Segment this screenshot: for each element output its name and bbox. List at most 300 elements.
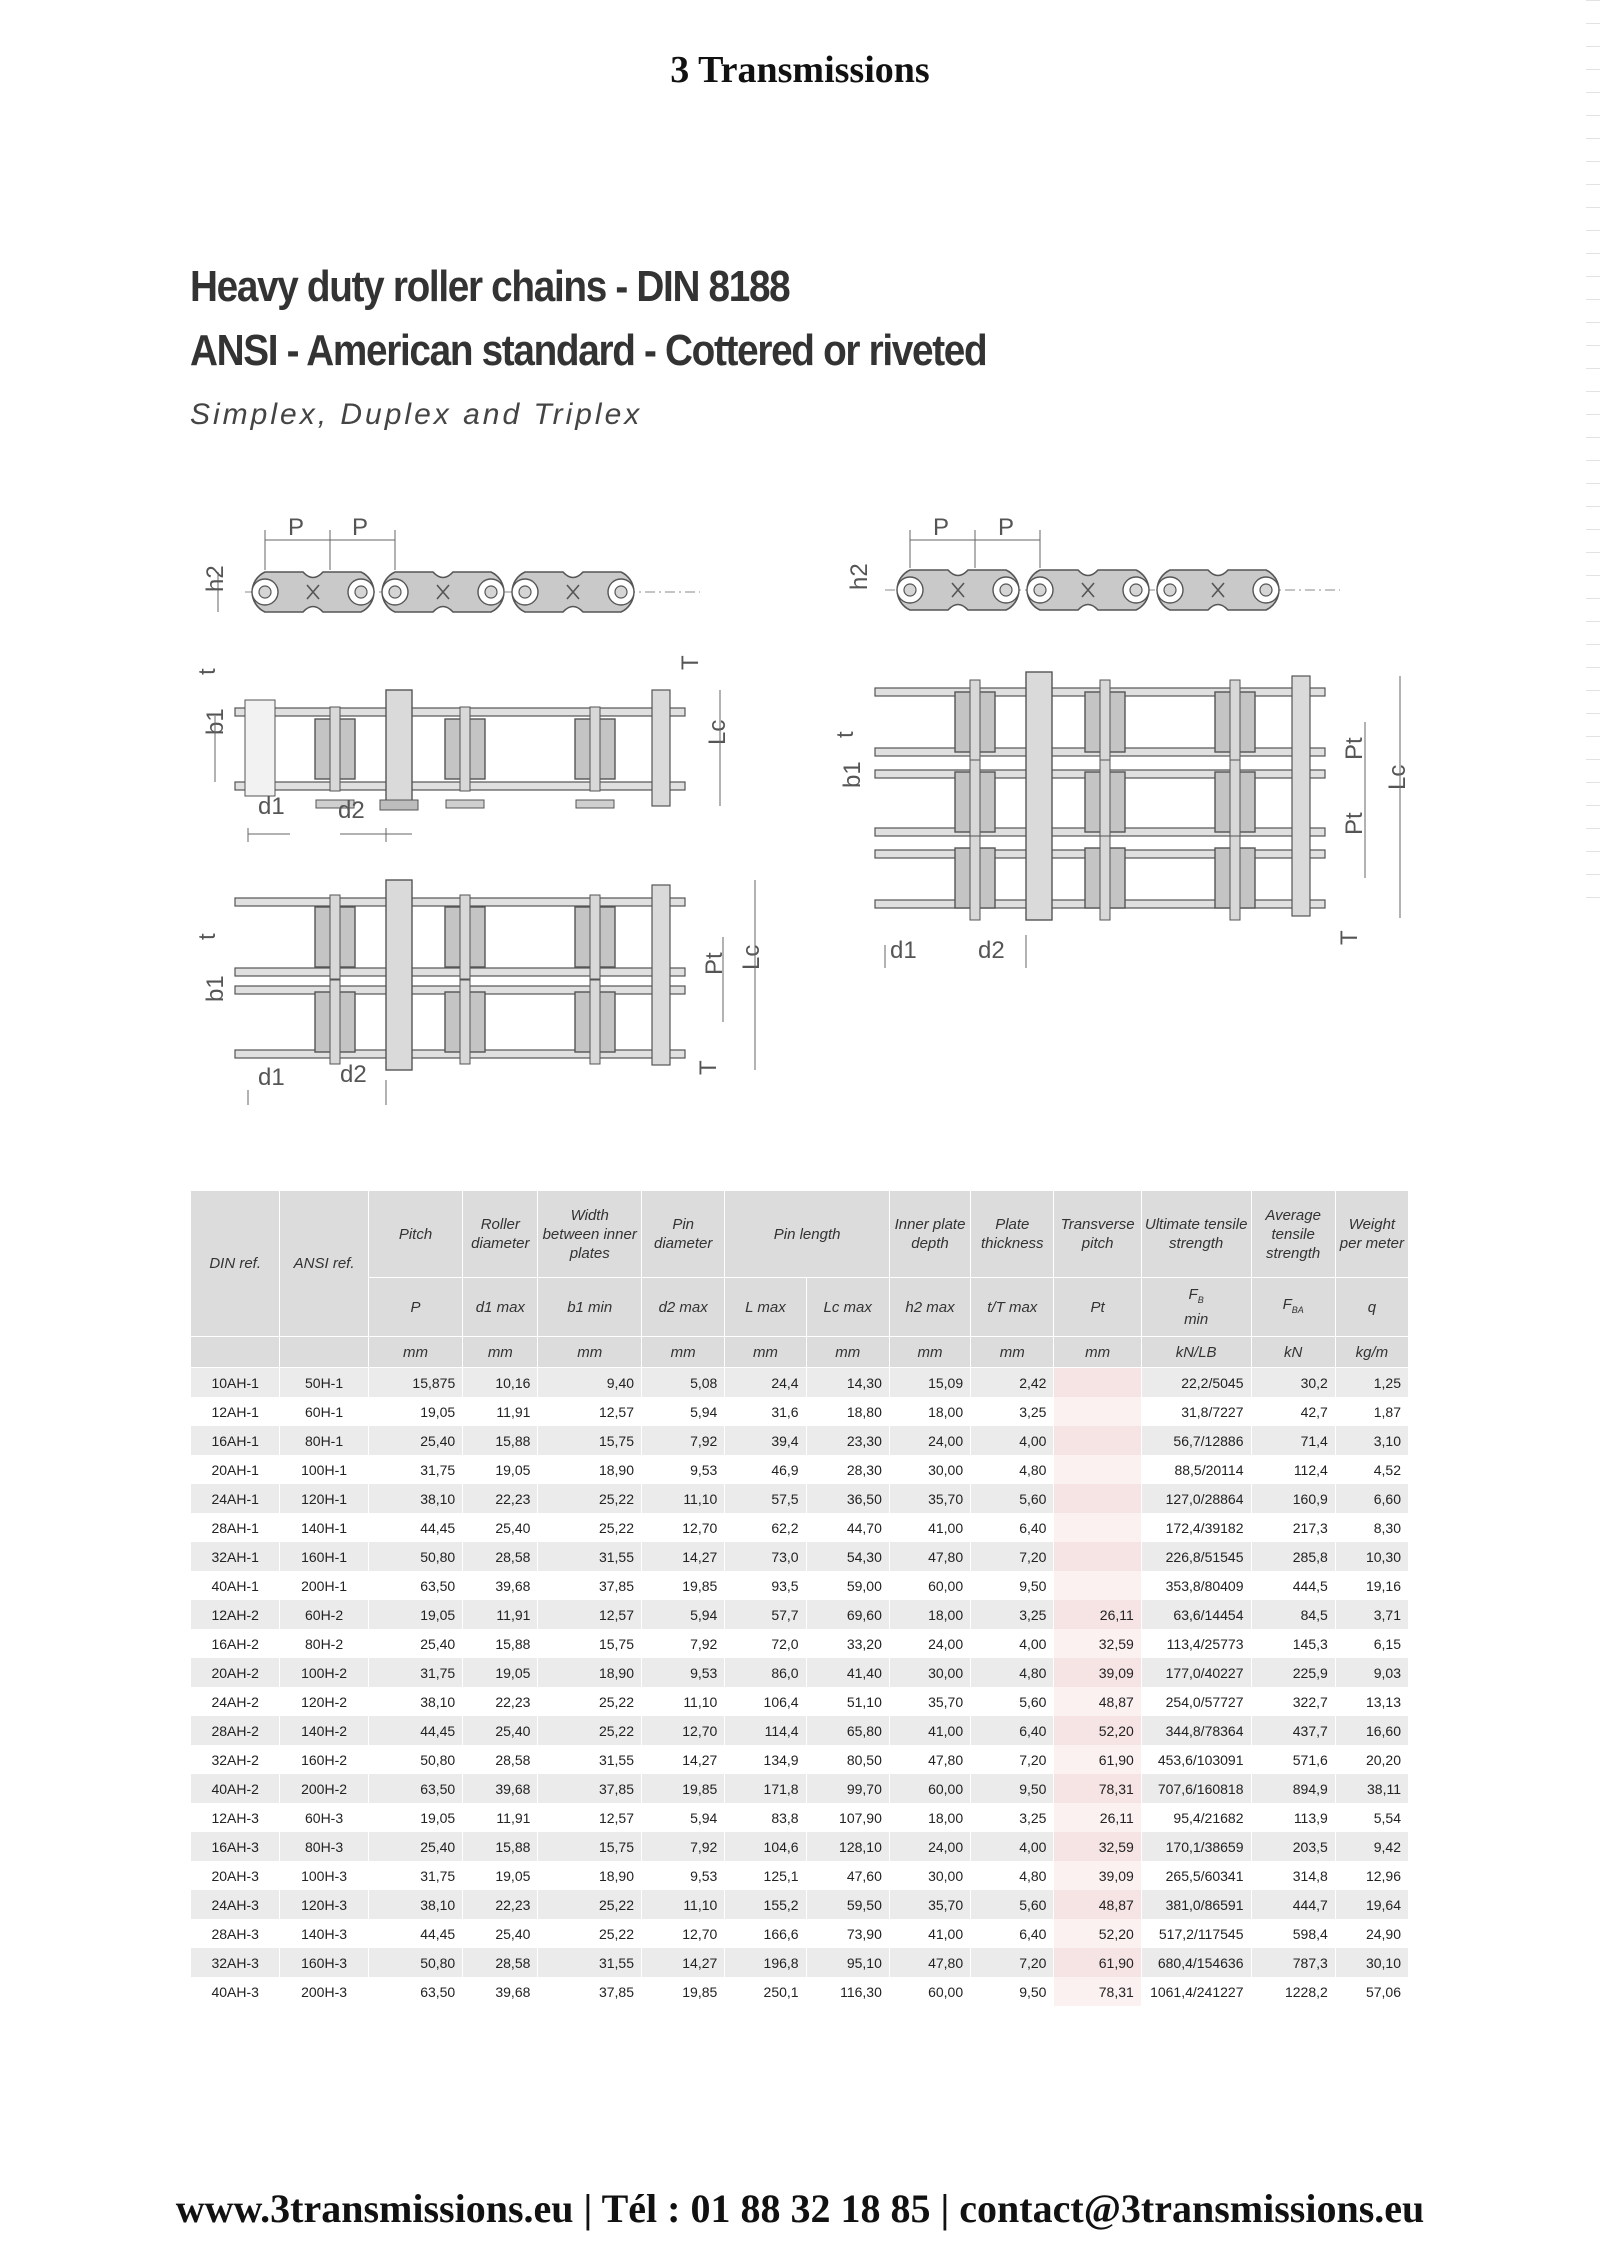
table-cell: 95,4/21682 xyxy=(1141,1803,1251,1832)
col-header-plate-thickness: Plate thickness xyxy=(971,1191,1054,1278)
table-cell: 86,0 xyxy=(725,1658,806,1687)
table-cell: 38,10 xyxy=(368,1890,462,1919)
table-cell: 35,70 xyxy=(889,1687,970,1716)
table-cell: 2,42 xyxy=(971,1368,1054,1398)
table-cell: 7,92 xyxy=(642,1426,725,1455)
duplex-top-view xyxy=(194,880,765,1105)
table-cell: 28,30 xyxy=(806,1455,889,1484)
table-cell: 25,22 xyxy=(538,1687,642,1716)
table-cell: 314,8 xyxy=(1251,1861,1335,1890)
table-cell: 26,11 xyxy=(1054,1600,1141,1629)
table-cell: 160H-3 xyxy=(280,1948,368,1977)
table-cell: 50,80 xyxy=(368,1542,462,1571)
table-cell: 25,22 xyxy=(538,1716,642,1745)
table-row xyxy=(191,1455,1409,1484)
table-cell: 5,94 xyxy=(642,1600,725,1629)
table-cell: 24AH-1 xyxy=(191,1484,280,1513)
svg-text:P: P xyxy=(998,514,1015,541)
table-cell: 18,00 xyxy=(889,1397,970,1426)
table-cell: 38,11 xyxy=(1335,1774,1408,1803)
table-cell: 80H-3 xyxy=(280,1832,368,1861)
table-cell: 127,0/28864 xyxy=(1141,1484,1251,1513)
table-cell: 31,55 xyxy=(538,1745,642,1774)
table-cell: 35,70 xyxy=(889,1890,970,1919)
table-cell: 15,88 xyxy=(463,1832,538,1861)
svg-text:h2: h2 xyxy=(202,565,229,592)
table-row xyxy=(191,1716,1409,1745)
table-cell: 517,2/117545 xyxy=(1141,1919,1251,1948)
table-header-names xyxy=(191,1191,1409,1278)
table-cell: 19,05 xyxy=(368,1803,462,1832)
table-cell: 12,70 xyxy=(642,1513,725,1542)
table-row xyxy=(191,1774,1409,1803)
table-cell: 598,4 xyxy=(1251,1919,1335,1948)
table-cell: 18,00 xyxy=(889,1803,970,1832)
symbol-d1: d1 max xyxy=(463,1278,538,1337)
table-cell: 39,68 xyxy=(463,1774,538,1803)
table-cell: 18,00 xyxy=(889,1600,970,1629)
svg-text:d1: d1 xyxy=(890,937,917,964)
table-cell: 30,00 xyxy=(889,1861,970,1890)
table-cell: 200H-1 xyxy=(280,1571,368,1600)
table-cell: 12,70 xyxy=(642,1716,725,1745)
table-cell: 217,3 xyxy=(1251,1513,1335,1542)
svg-text:P: P xyxy=(352,514,369,541)
table-cell: 20AH-1 xyxy=(191,1455,280,1484)
table-cell: 35,70 xyxy=(889,1484,970,1513)
duplex-side-view xyxy=(846,514,1340,610)
table-cell xyxy=(1054,1426,1141,1455)
table-cell: 15,75 xyxy=(538,1629,642,1658)
table-cell: 4,80 xyxy=(971,1658,1054,1687)
table-cell: 60,00 xyxy=(889,1571,970,1600)
table-cell: 9,53 xyxy=(642,1861,725,1890)
svg-text:h2: h2 xyxy=(846,563,873,590)
table-cell: 15,75 xyxy=(538,1426,642,1455)
table-cell: 107,90 xyxy=(806,1803,889,1832)
table-cell: 24,00 xyxy=(889,1629,970,1658)
table-cell: 15,75 xyxy=(538,1832,642,1861)
table-cell: 19,05 xyxy=(463,1861,538,1890)
table-cell: 56,7/12886 xyxy=(1141,1426,1251,1455)
simplex-side-view xyxy=(202,514,700,612)
table-cell: 40AH-1 xyxy=(191,1571,280,1600)
table-cell: 52,20 xyxy=(1054,1716,1141,1745)
table-cell: 38,10 xyxy=(368,1687,462,1716)
table-cell: 73,90 xyxy=(806,1919,889,1948)
col-header-transverse-pitch: Transverse pitch xyxy=(1054,1191,1141,1278)
table-cell: 16AH-2 xyxy=(191,1629,280,1658)
table-cell: 12,70 xyxy=(642,1919,725,1948)
table-row xyxy=(191,1397,1409,1426)
table-row xyxy=(191,1861,1409,1890)
table-cell: 894,9 xyxy=(1251,1774,1335,1803)
table-cell: 170,1/38659 xyxy=(1141,1832,1251,1861)
table-cell: 32AH-2 xyxy=(191,1745,280,1774)
table-cell: 25,22 xyxy=(538,1484,642,1513)
table-cell: 18,80 xyxy=(806,1397,889,1426)
svg-text:T: T xyxy=(695,1060,722,1075)
symbol-lc: Lc max xyxy=(806,1278,889,1337)
table-cell: 39,4 xyxy=(725,1426,806,1455)
col-header-ansi-ref: ANSI ref. xyxy=(280,1191,368,1337)
table-cell: 166,6 xyxy=(725,1919,806,1948)
roller-chain-spec-table xyxy=(190,1190,1409,2006)
table-cell xyxy=(1054,1455,1141,1484)
table-cell: 18,90 xyxy=(538,1658,642,1687)
table-cell: 707,6/160818 xyxy=(1141,1774,1251,1803)
table-cell: 36,50 xyxy=(806,1484,889,1513)
table-cell: 24AH-2 xyxy=(191,1687,280,1716)
table-cell: 33,20 xyxy=(806,1629,889,1658)
table-cell: 31,8/7227 xyxy=(1141,1397,1251,1426)
table-cell xyxy=(1054,1397,1141,1426)
table-cell xyxy=(1054,1571,1141,1600)
unit-cell: mm xyxy=(463,1337,538,1368)
table-cell: 72,0 xyxy=(725,1629,806,1658)
table-cell: 37,85 xyxy=(538,1774,642,1803)
col-header-weight-per-meter: Weight per meter xyxy=(1335,1191,1408,1278)
symbol-p: P xyxy=(368,1278,462,1337)
table-cell: 265,5/60341 xyxy=(1141,1861,1251,1890)
page-title-line1: Heavy duty roller chains - DIN 8188 xyxy=(190,262,790,311)
table-row xyxy=(191,1890,1409,1919)
table-row xyxy=(191,1571,1409,1600)
table-cell: 453,6/103091 xyxy=(1141,1745,1251,1774)
unit-cell: kN/LB xyxy=(1141,1337,1251,1368)
table-cell: 254,0/57727 xyxy=(1141,1687,1251,1716)
table-cell: 41,40 xyxy=(806,1658,889,1687)
table-cell: 16AH-3 xyxy=(191,1832,280,1861)
table-cell: 25,40 xyxy=(463,1513,538,1542)
table-cell: 140H-1 xyxy=(280,1513,368,1542)
table-cell: 120H-3 xyxy=(280,1890,368,1919)
table-cell: 63,50 xyxy=(368,1571,462,1600)
table-cell: 14,27 xyxy=(642,1948,725,1977)
table-cell: 12,57 xyxy=(538,1397,642,1426)
table-cell: 40AH-2 xyxy=(191,1774,280,1803)
table-cell: 6,40 xyxy=(971,1919,1054,1948)
svg-text:Lc: Lc xyxy=(1384,764,1411,790)
table-header-symbols xyxy=(191,1278,1409,1337)
table-cell: 15,88 xyxy=(463,1629,538,1658)
table-cell: 9,50 xyxy=(971,1571,1054,1600)
table-cell: 100H-1 xyxy=(280,1455,368,1484)
table-cell: 31,55 xyxy=(538,1542,642,1571)
table-cell: 113,4/25773 xyxy=(1141,1629,1251,1658)
table-cell: 22,23 xyxy=(463,1890,538,1919)
table-row xyxy=(191,1629,1409,1658)
table-cell: 28AH-2 xyxy=(191,1716,280,1745)
svg-text:t: t xyxy=(194,668,221,675)
table-cell: 6,15 xyxy=(1335,1629,1408,1658)
table-cell: 9,50 xyxy=(971,1977,1054,2006)
table-cell: 25,22 xyxy=(538,1513,642,1542)
table-cell: 9,53 xyxy=(642,1455,725,1484)
table-cell: 381,0/86591 xyxy=(1141,1890,1251,1919)
table-cell: 128,10 xyxy=(806,1832,889,1861)
table-cell: 24,4 xyxy=(725,1368,806,1398)
table-cell: 444,5 xyxy=(1251,1571,1335,1600)
table-cell: 106,4 xyxy=(725,1687,806,1716)
table-cell: 171,8 xyxy=(725,1774,806,1803)
table-cell: 78,31 xyxy=(1054,1774,1141,1803)
unit-cell: mm xyxy=(889,1337,970,1368)
table-cell: 28AH-1 xyxy=(191,1513,280,1542)
table-cell: 172,4/39182 xyxy=(1141,1513,1251,1542)
table-cell: 100H-2 xyxy=(280,1658,368,1687)
symbol-pt: Pt xyxy=(1054,1278,1141,1337)
table-cell: 18,90 xyxy=(538,1455,642,1484)
table-row xyxy=(191,1542,1409,1571)
symbol-t: t/T max xyxy=(971,1278,1054,1337)
table-cell: 25,40 xyxy=(368,1832,462,1861)
table-cell xyxy=(1054,1513,1141,1542)
table-row xyxy=(191,1745,1409,1774)
table-cell: 22,23 xyxy=(463,1687,538,1716)
table-cell: 31,75 xyxy=(368,1455,462,1484)
table-cell: 47,60 xyxy=(806,1861,889,1890)
table-cell: 31,6 xyxy=(725,1397,806,1426)
unit-cell: mm xyxy=(725,1337,806,1368)
table-cell: 353,8/80409 xyxy=(1141,1571,1251,1600)
table-cell: 28AH-3 xyxy=(191,1919,280,1948)
table-cell: 47,80 xyxy=(889,1948,970,1977)
table-cell: 41,00 xyxy=(889,1513,970,1542)
symbol-h2: h2 max xyxy=(889,1278,970,1337)
table-cell: 61,90 xyxy=(1054,1745,1141,1774)
table-cell: 95,10 xyxy=(806,1948,889,1977)
svg-text:Lc: Lc xyxy=(704,719,731,745)
table-cell: 8,30 xyxy=(1335,1513,1408,1542)
table-cell: 93,5 xyxy=(725,1571,806,1600)
table-cell: 16,60 xyxy=(1335,1716,1408,1745)
table-cell: 116,30 xyxy=(806,1977,889,2006)
table-cell: 32AH-3 xyxy=(191,1948,280,1977)
table-cell: 30,00 xyxy=(889,1455,970,1484)
table-cell: 88,5/20114 xyxy=(1141,1455,1251,1484)
table-cell: 7,20 xyxy=(971,1948,1054,1977)
table-cell: 39,09 xyxy=(1054,1658,1141,1687)
table-cell: 54,30 xyxy=(806,1542,889,1571)
svg-text:b1: b1 xyxy=(839,761,866,788)
table-cell: 12AH-1 xyxy=(191,1397,280,1426)
table-cell: 32,59 xyxy=(1054,1832,1141,1861)
table-cell: 50H-1 xyxy=(280,1368,368,1398)
table-cell: 14,27 xyxy=(642,1542,725,1571)
table-cell: 787,3 xyxy=(1251,1948,1335,1977)
table-row xyxy=(191,1600,1409,1629)
symbol-l: L max xyxy=(725,1278,806,1337)
table-cell: 99,70 xyxy=(806,1774,889,1803)
table-cell: 4,52 xyxy=(1335,1455,1408,1484)
table-cell: 20,20 xyxy=(1335,1745,1408,1774)
table-cell: 160,9 xyxy=(1251,1484,1335,1513)
table-cell: 1,87 xyxy=(1335,1397,1408,1426)
table-cell: 250,1 xyxy=(725,1977,806,2006)
table-cell: 7,92 xyxy=(642,1832,725,1861)
svg-text:P: P xyxy=(933,514,950,541)
table-cell: 11,10 xyxy=(642,1890,725,1919)
table-cell: 63,6/14454 xyxy=(1141,1600,1251,1629)
table-cell xyxy=(1054,1484,1141,1513)
table-cell: 80H-2 xyxy=(280,1629,368,1658)
table-cell: 15,875 xyxy=(368,1368,462,1398)
table-cell: 32AH-1 xyxy=(191,1542,280,1571)
table-cell: 38,10 xyxy=(368,1484,462,1513)
table-cell: 3,25 xyxy=(971,1803,1054,1832)
table-cell: 6,40 xyxy=(971,1716,1054,1745)
table-cell: 134,9 xyxy=(725,1745,806,1774)
table-cell: 12,57 xyxy=(538,1803,642,1832)
table-cell: 13,13 xyxy=(1335,1687,1408,1716)
table-row xyxy=(191,1832,1409,1861)
table-cell: 22,23 xyxy=(463,1484,538,1513)
unit-blank-ansi xyxy=(280,1337,368,1368)
table-cell: 28,58 xyxy=(463,1948,538,1977)
svg-text:b1: b1 xyxy=(202,975,229,1002)
table-row xyxy=(191,1658,1409,1687)
table-row xyxy=(191,1803,1409,1832)
table-cell: 113,9 xyxy=(1251,1803,1335,1832)
table-cell: 52,20 xyxy=(1054,1919,1141,1948)
table-cell: 3,25 xyxy=(971,1600,1054,1629)
unit-cell: kg/m xyxy=(1335,1337,1408,1368)
table-cell: 100H-3 xyxy=(280,1861,368,1890)
svg-text:Lc: Lc xyxy=(738,944,765,970)
table-cell: 40AH-3 xyxy=(191,1977,280,2006)
table-cell: 10AH-1 xyxy=(191,1368,280,1398)
table-cell: 4,80 xyxy=(971,1861,1054,1890)
col-header-inner-plate-depth: Inner plate depth xyxy=(889,1191,970,1278)
table-cell: 15,88 xyxy=(463,1426,538,1455)
table-cell: 3,71 xyxy=(1335,1600,1408,1629)
table-cell: 39,68 xyxy=(463,1571,538,1600)
svg-text:d2: d2 xyxy=(978,937,1005,964)
table-cell: 63,50 xyxy=(368,1774,462,1803)
table-cell: 25,40 xyxy=(463,1716,538,1745)
svg-text:P: P xyxy=(288,514,305,541)
table-cell: 78,31 xyxy=(1054,1977,1141,2006)
table-cell: 3,10 xyxy=(1335,1426,1408,1455)
symbol-b1: b1 min xyxy=(538,1278,642,1337)
unit-cell: mm xyxy=(806,1337,889,1368)
table-cell: 47,80 xyxy=(889,1745,970,1774)
table-cell: 14,30 xyxy=(806,1368,889,1398)
table-cell: 680,4/154636 xyxy=(1141,1948,1251,1977)
table-cell: 24AH-3 xyxy=(191,1890,280,1919)
table-cell: 48,87 xyxy=(1054,1890,1141,1919)
unit-cell: mm xyxy=(1054,1337,1141,1368)
table-cell: 16AH-1 xyxy=(191,1426,280,1455)
table-cell: 1061,4/241227 xyxy=(1141,1977,1251,2006)
table-cell: 140H-2 xyxy=(280,1716,368,1745)
table-cell: 5,94 xyxy=(642,1803,725,1832)
chain-technical-drawings xyxy=(0,480,1600,1120)
table-cell: 57,5 xyxy=(725,1484,806,1513)
table-cell: 24,90 xyxy=(1335,1919,1408,1948)
unit-cell: mm xyxy=(971,1337,1054,1368)
table-cell: 50,80 xyxy=(368,1948,462,1977)
table-cell: 32,59 xyxy=(1054,1629,1141,1658)
svg-text:t: t xyxy=(194,933,221,940)
table-cell: 62,2 xyxy=(725,1513,806,1542)
svg-text:t: t xyxy=(832,731,859,738)
table-cell: 37,85 xyxy=(538,1977,642,2006)
triplex-top-view xyxy=(832,672,1411,968)
table-cell: 5,60 xyxy=(971,1687,1054,1716)
svg-text:Pt: Pt xyxy=(1341,737,1368,760)
table-cell: 46,9 xyxy=(725,1455,806,1484)
symbol-q: q xyxy=(1335,1278,1408,1337)
table-cell: 322,7 xyxy=(1251,1687,1335,1716)
table-cell: 63,50 xyxy=(368,1977,462,2006)
table-row xyxy=(191,1484,1409,1513)
unit-cell: mm xyxy=(368,1337,462,1368)
svg-text:b1: b1 xyxy=(202,708,229,735)
symbol-fb: $F_B$ min xyxy=(1141,1278,1251,1337)
table-cell: 24,00 xyxy=(889,1832,970,1861)
table-cell: 28,58 xyxy=(463,1745,538,1774)
table-cell: 14,27 xyxy=(642,1745,725,1774)
table-cell: 15,09 xyxy=(889,1368,970,1398)
table-cell: 104,6 xyxy=(725,1832,806,1861)
table-cell: 19,05 xyxy=(463,1658,538,1687)
symbol-fba: $F_{BA}$ xyxy=(1251,1278,1335,1337)
table-cell: 5,60 xyxy=(971,1484,1054,1513)
table-cell: 19,05 xyxy=(368,1397,462,1426)
col-header-width-between-inner-plates: Width between inner plates xyxy=(538,1191,642,1278)
svg-text:d1: d1 xyxy=(258,1064,285,1091)
table-cell: 83,8 xyxy=(725,1803,806,1832)
col-header-din-ref: DIN ref. xyxy=(191,1191,280,1337)
col-header-pin-length: Pin length xyxy=(725,1191,890,1278)
table-cell: 37,85 xyxy=(538,1571,642,1600)
table-cell: 7,20 xyxy=(971,1542,1054,1571)
table-cell: 285,8 xyxy=(1251,1542,1335,1571)
table-cell: 30,00 xyxy=(889,1658,970,1687)
table-cell: 19,05 xyxy=(463,1455,538,1484)
table-row xyxy=(191,1977,1409,2006)
table-cell: 200H-2 xyxy=(280,1774,368,1803)
table-cell: 31,75 xyxy=(368,1861,462,1890)
svg-text:d1: d1 xyxy=(258,793,285,820)
table-cell: 10,16 xyxy=(463,1368,538,1398)
table-cell: 60H-1 xyxy=(280,1397,368,1426)
table-cell: 80H-1 xyxy=(280,1426,368,1455)
table-cell: 25,40 xyxy=(368,1629,462,1658)
table-cell: 61,90 xyxy=(1054,1948,1141,1977)
table-cell: 50,80 xyxy=(368,1745,462,1774)
table-cell: 160H-1 xyxy=(280,1542,368,1571)
table-cell: 22,2/5045 xyxy=(1141,1368,1251,1398)
unit-cell: mm xyxy=(642,1337,725,1368)
table-cell: 120H-1 xyxy=(280,1484,368,1513)
table-cell: 25,40 xyxy=(368,1426,462,1455)
table-cell: 5,54 xyxy=(1335,1803,1408,1832)
table-cell: 20AH-2 xyxy=(191,1658,280,1687)
table-cell: 25,22 xyxy=(538,1919,642,1948)
table-cell: 44,45 xyxy=(368,1716,462,1745)
svg-text:d2: d2 xyxy=(340,1061,367,1088)
table-cell: 9,40 xyxy=(538,1368,642,1398)
table-cell: 7,92 xyxy=(642,1629,725,1658)
footer-contact: www.3transmissions.eu | Tél : 01 88 32 18 85 | contact@3transmissions.eu xyxy=(175,2186,1425,2231)
table-cell: 160H-2 xyxy=(280,1745,368,1774)
unit-blank-din xyxy=(191,1337,280,1368)
table-cell: 9,53 xyxy=(642,1658,725,1687)
table-cell: 571,6 xyxy=(1251,1745,1335,1774)
